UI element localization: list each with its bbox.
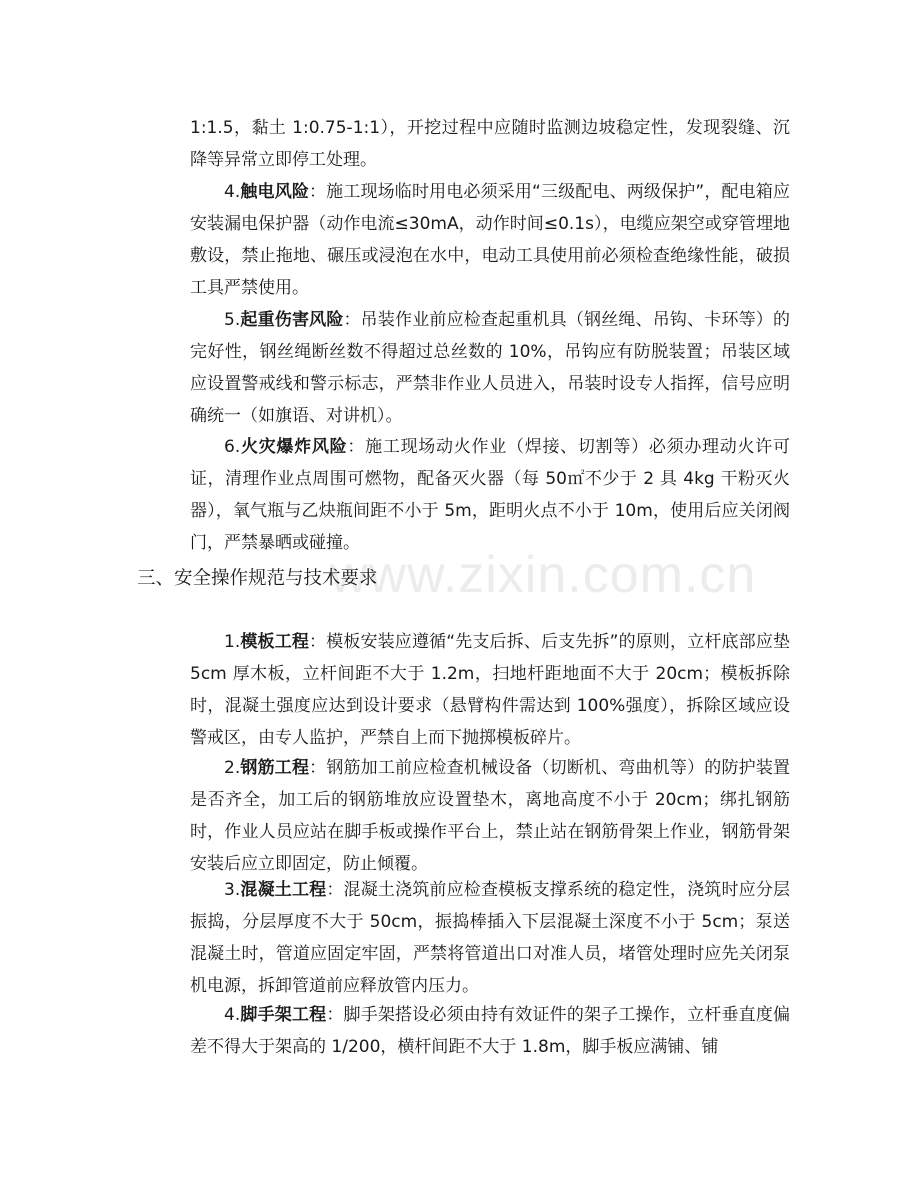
spec-item-formwork	[190, 626, 790, 754]
item-number: 3.	[224, 880, 241, 900]
item-title: 脚手架工程	[240, 1005, 327, 1025]
item-title: 钢筋工程	[240, 758, 310, 778]
item-number: 4.	[224, 1005, 241, 1025]
item-text: ：施工现场临时用电必须采用“三级配电、两级保护”，配电箱应安装漏电保护器（动作电流≤30mA，动作时间≤0.1s），电缆应架空或穿管埋地敷设，禁止拖地、碾压或浸泡在水中，电动工具使用前必须检查绝缘性能，破损工具严禁使用。	[190, 182, 790, 298]
paragraph-text: 1:1.5，黏土 1:0.75-1:1），开挖过程中应随时监测边坡稳定性，发现裂缝、沉降等异常立即停工处理。	[190, 118, 790, 170]
item-text: ：吊装作业前应检查起重机具（钢丝绳、吊钩、卡环等）的完好性，钢丝绳断丝数不得超过总丝数的 10%，吊钩应有防脱装置；吊装区域应设置警戒线和警示标志，严禁非作业人员进入，吊装时设专人指挥，信号应明确统一（如旗语、对讲机）。	[190, 310, 791, 426]
risk-item-electric-shock	[190, 176, 790, 304]
item-number: 1.	[224, 632, 241, 652]
item-text: ：钢筋加工前应检查机械设备（切断机、弯曲机等）的防护装置是否齐全，加工后的钢筋堆放应设置垫木，离地高度不小于 20cm；绑扎钢筋时，作业人员应站在脚手板或操作平台上，禁止站在钢筋骨架上作业，钢筋骨架安装后应立即固定，防止倾覆。	[190, 758, 791, 874]
item-number: 4.	[224, 182, 241, 202]
spec-item-concrete	[190, 874, 790, 1002]
spec-item-scaffold	[190, 999, 790, 1063]
item-title: 火灾爆炸风险	[240, 437, 348, 457]
item-number: 2.	[224, 758, 241, 778]
spec-item-rebar	[190, 752, 790, 880]
item-title: 起重伤害风险	[240, 310, 344, 330]
item-text: ：模板安装应遵循“先支后拆、后支先拆”的原则，立杆底部应垫 5cm 厚木板，立杆间距不大于 1.2m，扫地杆距地面不大于 20cm；模板拆除时，混凝土强度应达到设计要求（悬臂构件需达到 100%强度），拆除区域应设警戒区，由专人监护，严禁自上而下抛掷模板碎片。	[190, 632, 790, 748]
section2-continued-paragraph	[190, 112, 790, 176]
item-text: ：脚手架搭设必须由持有效证件的架子工操作，立杆垂直度偏差不得大于架高的 1/200，横杆间距不大于 1.8m，脚手板应满铺、铺	[190, 1005, 791, 1057]
item-number: 6.	[224, 437, 241, 457]
item-title: 模板工程	[240, 632, 310, 652]
watermark: www.zixin.com.cn	[330, 546, 757, 604]
risk-item-fire-explosion	[190, 431, 790, 559]
item-number: 5.	[224, 310, 241, 330]
item-title: 混凝土工程	[240, 880, 327, 900]
item-title: 触电风险	[240, 182, 310, 202]
item-text: ：施工现场动火作业（焊接、切割等）必须办理动火许可证，清理作业点周围可燃物，配备灭火器（每 50㎡不少于 2 具 4kg 干粉灭火器），氧气瓶与乙炔瓶间距不小于 5m，距明火点不小于 10m，使用后应关闭阀门，严禁暴晒或碰撞。	[190, 437, 790, 553]
item-text: ：混凝土浇筑前应检查模板支撑系统的稳定性，浇筑时应分层振捣，分层厚度不大于 50cm，振捣棒插入下层混凝土深度不小于 5cm；泵送混凝土时，管道应固定牢固，严禁将管道出口对准人员，堵管处理时应先关闭泵机电源，拆卸管道前应释放管内压力。	[190, 880, 791, 996]
risk-item-lifting-injury	[190, 304, 790, 432]
section-heading: 三、安全操作规范与技术要求	[137, 568, 378, 589]
